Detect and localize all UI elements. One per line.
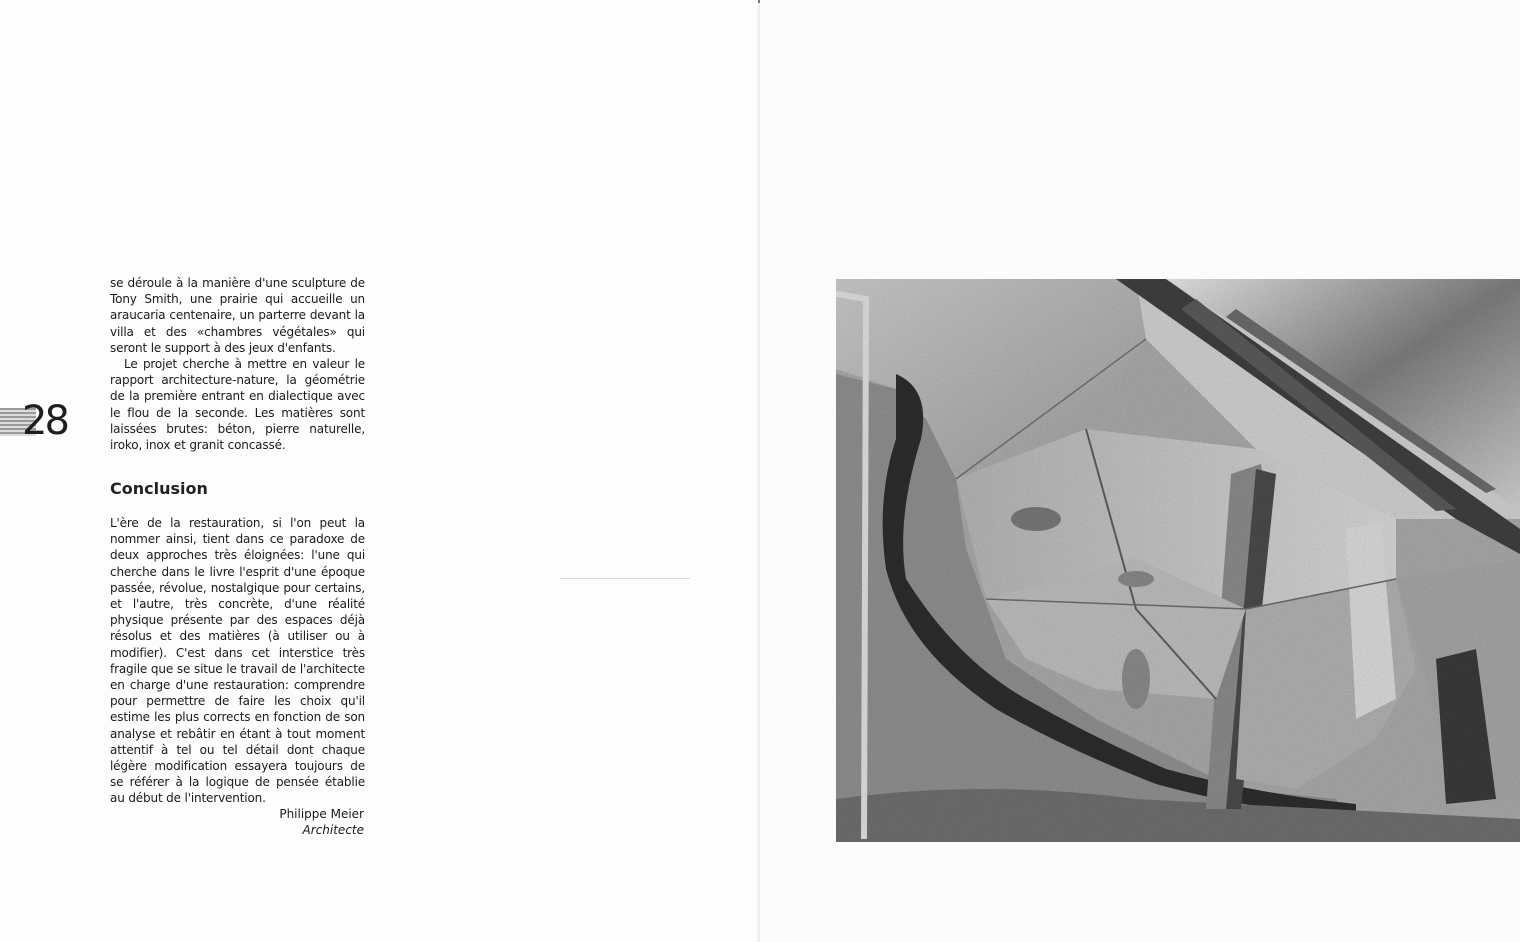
page-number: 28 (22, 398, 67, 444)
paper-mark (560, 578, 690, 579)
text-column-top (110, 275, 365, 453)
stone-wall-photo (836, 279, 1520, 842)
photo-image (836, 279, 1520, 842)
text-column-bottom (110, 515, 365, 807)
section-heading: Conclusion (110, 479, 208, 498)
signature (200, 806, 364, 838)
paragraph-2: Le projet cherche à mettre en valeur le rapport architecture-nature, la géométrie de la première entrant en dialectique avec le flou de la seconde. Les matières sont laissées brutes: béton, pierre naturelle, iroko, inox et granit concassé. (110, 357, 365, 453)
paragraph-3: L'ère de la restauration, si l'on peut la nommer ainsi, tient dans ce paradoxe de deux approches très éloignées: l'une qui cherche dans le livre l'esprit d'une époque passée, révolue, nostalgique pour certains, et l'autre, très concrète, d'une réalité physique présente par des espaces déjà résolus et des matières (à utiliser ou à modifier). C'est dans cet interstice très fragile que se situe le travail de l'architecte en charge d'une restauration: comprendre pour permettre de faire les choix qu'il estime les plus corrects en fonction de son analyse et rebâtir en étant à tout moment attentif à tel ou tel détail dont chaque légère modification essayera toujours de se référer à la logique de pensée établie au début de l'intervention. (110, 516, 365, 806)
signature-name: Philippe Meier (279, 807, 364, 821)
signature-role: Architecte (302, 823, 364, 837)
paragraph-1: se déroule à la manière d'une sculpture de Tony Smith, une prairie qui accueille un araucaria centenaire, un parterre devant la villa et des «chambres végétales» qui seront le support à des jeux d'enfants. (110, 276, 365, 355)
